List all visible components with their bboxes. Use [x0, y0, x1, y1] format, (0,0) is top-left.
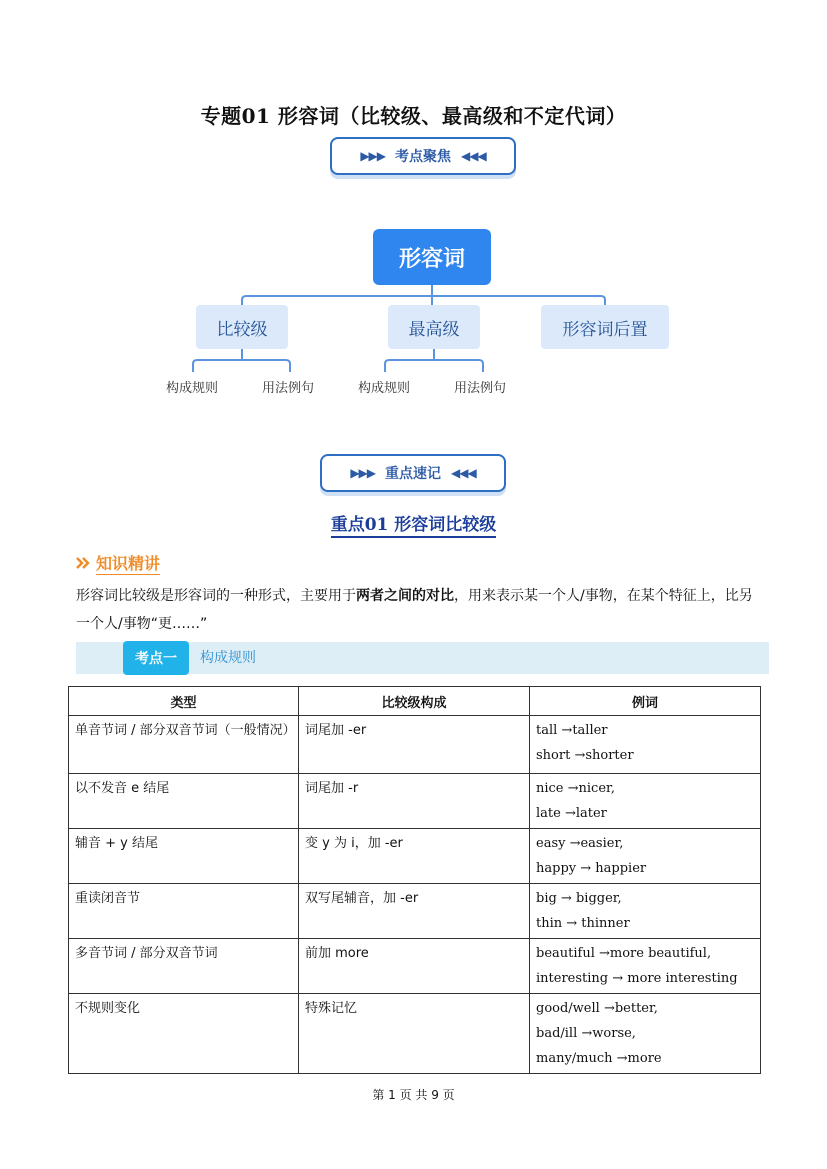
intro-text-1: 形容词比较级是形容词的一种形式，主要用于 — [76, 588, 356, 604]
intro-paragraph — [76, 582, 766, 638]
example-line: interesting → more interesting — [536, 971, 738, 986]
knowledge-heading — [76, 551, 160, 575]
example-line: easy →easier, — [536, 836, 624, 851]
table-cell-rule: 前加 more — [299, 939, 530, 994]
mindmap-connectors — [0, 0, 827, 420]
example-line: big → bigger, — [536, 891, 622, 906]
table-row — [69, 829, 761, 884]
table-cell-rule: 双写尾辅音，加 -er — [299, 884, 530, 939]
example-line: happy → happier — [536, 861, 647, 876]
example-line: many/much →more — [536, 1051, 662, 1066]
section-title — [0, 510, 827, 535]
document-title: 专题01 形容词（比较级、最高级和不定代词） — [200, 104, 627, 128]
table-cell-examples — [530, 774, 761, 829]
table-header: 类型 — [69, 687, 299, 716]
table-row — [69, 939, 761, 994]
table-cell-examples — [530, 829, 761, 884]
mindmap-node-comparative: 比较级 — [196, 305, 288, 349]
intro-text-bold: 两者之间的对比 — [356, 588, 454, 604]
table-cell-rule: 词尾加 -er — [299, 716, 530, 774]
table-cell-type: 单音节词 / 部分双音节词（一般情况） — [69, 716, 299, 774]
mindmap-node-postposition: 形容词后置 — [541, 305, 669, 349]
mindmap-leaf-comparative-usage: 用法例句 — [262, 381, 315, 396]
knowledge-label: 知识精讲 — [96, 551, 160, 575]
example-line: thin → thinner — [536, 916, 630, 931]
table-row — [69, 716, 761, 774]
table-cell-type: 以不发音 e 结尾 — [69, 774, 299, 829]
example-line: late →later — [536, 806, 607, 821]
mindmap-leaf-comparative-rules: 构成规则 — [166, 381, 219, 396]
mindmap-leaf-superlative-rules: 构成规则 — [358, 381, 411, 396]
table-header: 例词 — [530, 687, 761, 716]
table-cell-examples — [530, 994, 761, 1074]
example-line: nice →nicer, — [536, 781, 615, 796]
example-line: good/well →better, — [536, 1001, 658, 1016]
comparative-rules-table — [68, 686, 761, 1074]
table-cell-rule: 变 y 为 i，加 -er — [299, 829, 530, 884]
example-line: short →shorter — [536, 748, 634, 763]
example-line: beautiful →more beautiful, — [536, 946, 712, 961]
table-cell-rule: 词尾加 -r — [299, 774, 530, 829]
mindmap-leaf-superlative-usage: 用法例句 — [454, 381, 507, 396]
point-title: 构成规则 — [200, 650, 256, 666]
page-footer: 第 1 页 共 9 页 — [372, 1088, 455, 1102]
quick-notes-banner — [320, 454, 506, 492]
table-cell-type: 多音节词 / 部分双音节词 — [69, 939, 299, 994]
table-header-row — [69, 687, 761, 716]
table-cell-type: 重读闭音节 — [69, 884, 299, 939]
table-row — [69, 884, 761, 939]
focus-banner-label: 考点聚焦 — [395, 149, 451, 165]
mindmap-root: 形容词 — [373, 229, 491, 285]
left-arrows-icon: ◀◀◀ — [461, 149, 486, 163]
table-cell-examples — [530, 884, 761, 939]
table-cell-examples — [530, 716, 761, 774]
quick-notes-banner-label: 重点速记 — [385, 466, 441, 482]
point-badge: 考点一 — [123, 641, 189, 675]
left-arrows-icon: ◀◀◀ — [451, 466, 476, 480]
example-line: tall →taller — [536, 723, 608, 738]
table-cell-examples — [530, 939, 761, 994]
table-header: 比较级构成 — [299, 687, 530, 716]
section-title-text: 重点01 形容词比较级 — [331, 515, 497, 538]
mindmap-node-superlative: 最高级 — [388, 305, 480, 349]
right-arrows-icon: ▶▶▶ — [350, 466, 375, 480]
right-arrows-icon: ▶▶▶ — [360, 149, 385, 163]
double-chevron-icon — [76, 556, 90, 570]
table-cell-type: 辅音 + y 结尾 — [69, 829, 299, 884]
table-cell-type: 不规则变化 — [69, 994, 299, 1074]
intro-text-2: ，用来表示某一个人/事物，在某个特征上，比另一个人/事物“更……” — [76, 588, 753, 632]
table-row — [69, 774, 761, 829]
table-cell-rule: 特殊记忆 — [299, 994, 530, 1074]
example-line: bad/ill →worse, — [536, 1026, 636, 1041]
table-row — [69, 994, 761, 1074]
